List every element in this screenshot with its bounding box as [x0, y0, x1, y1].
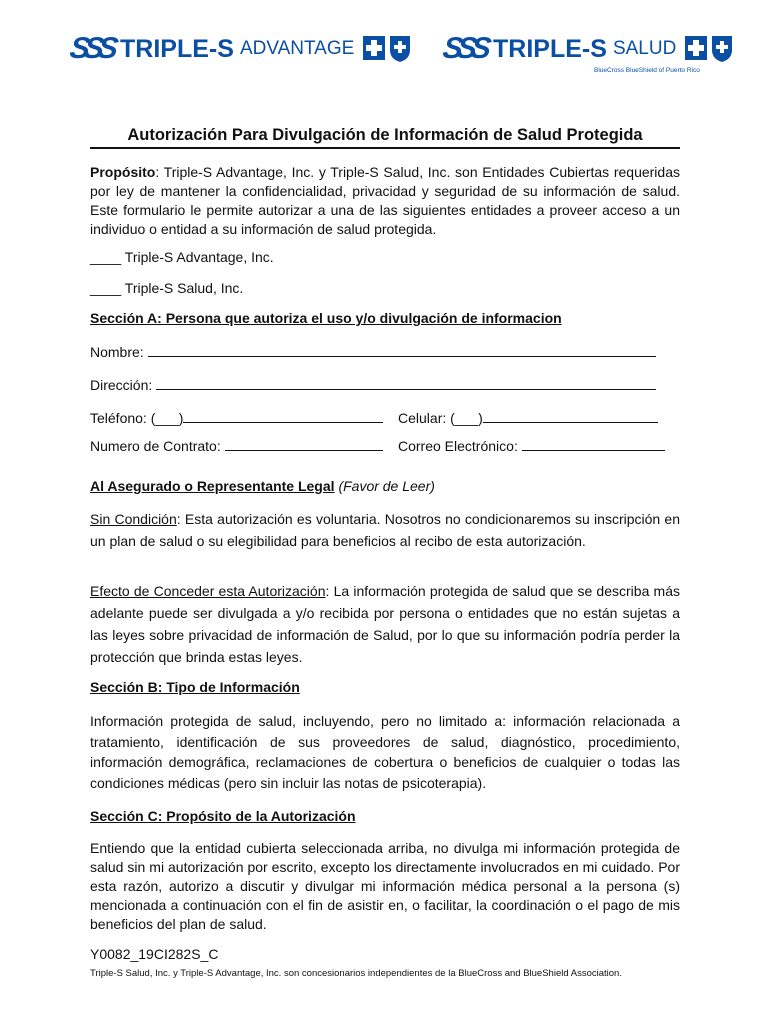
- correo-field[interactable]: [398, 437, 665, 454]
- logo-main-text: TRIPLE-S: [120, 34, 234, 63]
- section-c-heading: Sección C: Propósito de la Autorización: [90, 808, 356, 824]
- sss-mark: SSS: [440, 32, 488, 65]
- telefono-blank[interactable]: [183, 409, 383, 423]
- purpose-label: Propósito: [90, 164, 156, 180]
- footer-note: Triple-S Salud, Inc. y Triple-S Advantage, Inc. son concesionarios independientes de la BlueCross and BlueShield Association.: [90, 968, 622, 979]
- celular-blank[interactable]: [483, 409, 658, 423]
- contrato-label: Numero de Contrato:: [90, 438, 221, 454]
- telefono-field[interactable]: [90, 409, 383, 426]
- contrato-field[interactable]: [90, 437, 383, 454]
- direccion-field[interactable]: [90, 376, 656, 393]
- celular-field[interactable]: [398, 409, 658, 426]
- direccion-label: Dirección:: [90, 377, 153, 393]
- entity-option-advantage[interactable]: ____ Triple-S Advantage, Inc.: [90, 249, 274, 265]
- efecto-paragraph: [90, 580, 680, 668]
- title-divider: [90, 147, 680, 149]
- sin-condicion-text: : Esta autorización es voluntaria. Nosotros no condicionaremos su inscripción en un plan de salud o su elegibilidad para beneficios al recibo de esta autorización.: [90, 511, 681, 549]
- insured-note: (Favor de Leer): [338, 478, 435, 494]
- telefono-label: Teléfono: (___): [90, 410, 184, 426]
- bcbs-icon: [684, 34, 734, 64]
- insured-heading: Al Asegurado o Representante Legal: [90, 478, 335, 494]
- correo-label: Correo Electrónico:: [398, 438, 518, 454]
- section-b-text: Información protegida de salud, incluyendo, pero no limitado a: información relacionada a tratamiento, identificación de sus proveedores de salud, diagnóstico, procedimiento, información demográfica, reclamaciones de cobertura o beneficios de cualquier o todas las condiciones médicas (pero sin incluir las notas de psicoterapia).: [90, 713, 680, 791]
- nombre-field[interactable]: [90, 343, 656, 360]
- entity-option-salud[interactable]: ____ Triple-S Salud, Inc.: [90, 280, 244, 296]
- efecto-label: Efecto de Conceder esta Autorización: [90, 583, 326, 599]
- bcbs-icon: [362, 34, 412, 64]
- insured-heading-line: [90, 477, 435, 495]
- sin-condicion-label: Sin Condición: [90, 511, 177, 527]
- page-title: Autorización Para Divulgación de Información de Salud Protegida: [127, 126, 643, 144]
- contrato-blank[interactable]: [225, 437, 383, 451]
- purpose-text: : Triple-S Advantage, Inc. y Triple-S Salud, Inc. son Entidades Cubiertas requeridas por ley de mantener la confidencialidad, privacidad y seguridad de su información de salud. Este formulario le permite autorizar a una de las siguientes entidades a proveer acceso a un individuo o entidad a su información de salud protegida.: [90, 164, 680, 237]
- direccion-blank[interactable]: [156, 376, 656, 390]
- logo-sub-text: SALUD: [612, 38, 677, 59]
- nombre-blank[interactable]: [148, 343, 656, 357]
- correo-blank[interactable]: [522, 437, 665, 451]
- sin-condicion-paragraph: [90, 508, 680, 552]
- efecto-text: : La información protegida de salud que se describa más adelante puede ser divulgada a y/o recibida por persona o entidades que no están sujetas a las leyes sobre privacidad de información de Salud, por lo que su información podría perder la protección que brinda estas leyes.: [90, 583, 680, 665]
- section-b-heading: Sección B: Tipo de Información: [90, 679, 300, 695]
- triple-s-salud-logo: [440, 32, 734, 66]
- triple-s-advantage-logo: [67, 32, 412, 66]
- sss-mark: SSS: [67, 32, 115, 65]
- logo-main-text: TRIPLE-S: [493, 34, 607, 63]
- section-a-heading: Sección A: Persona que autoriza el uso y/o divulgación de informacion: [90, 310, 562, 326]
- purpose-paragraph: [90, 163, 680, 239]
- bcbs-tagline: BlueCross BlueShield of Puerto Rico: [594, 67, 700, 74]
- logo-sub-text: ADVANTAGE: [239, 38, 355, 59]
- nombre-label: Nombre:: [90, 344, 144, 360]
- form-id: Y0082_19CI282S_C: [90, 946, 219, 962]
- celular-label: Celular: (___): [398, 410, 483, 426]
- section-c-text: Entiendo que la entidad cubierta seleccionada arriba, no divulga mi información protegida de salud sin mi autorización por escrito, excepto los directamente involucrados en mi cuidado. Por esta razón, autorizo a discutir y divulgar mi información médica personal a la persona (s) mencionada a continuación con el fin de asistir en, o facilitar, la coordinación o el pago de mis beneficios del plan de salud.: [90, 840, 680, 932]
